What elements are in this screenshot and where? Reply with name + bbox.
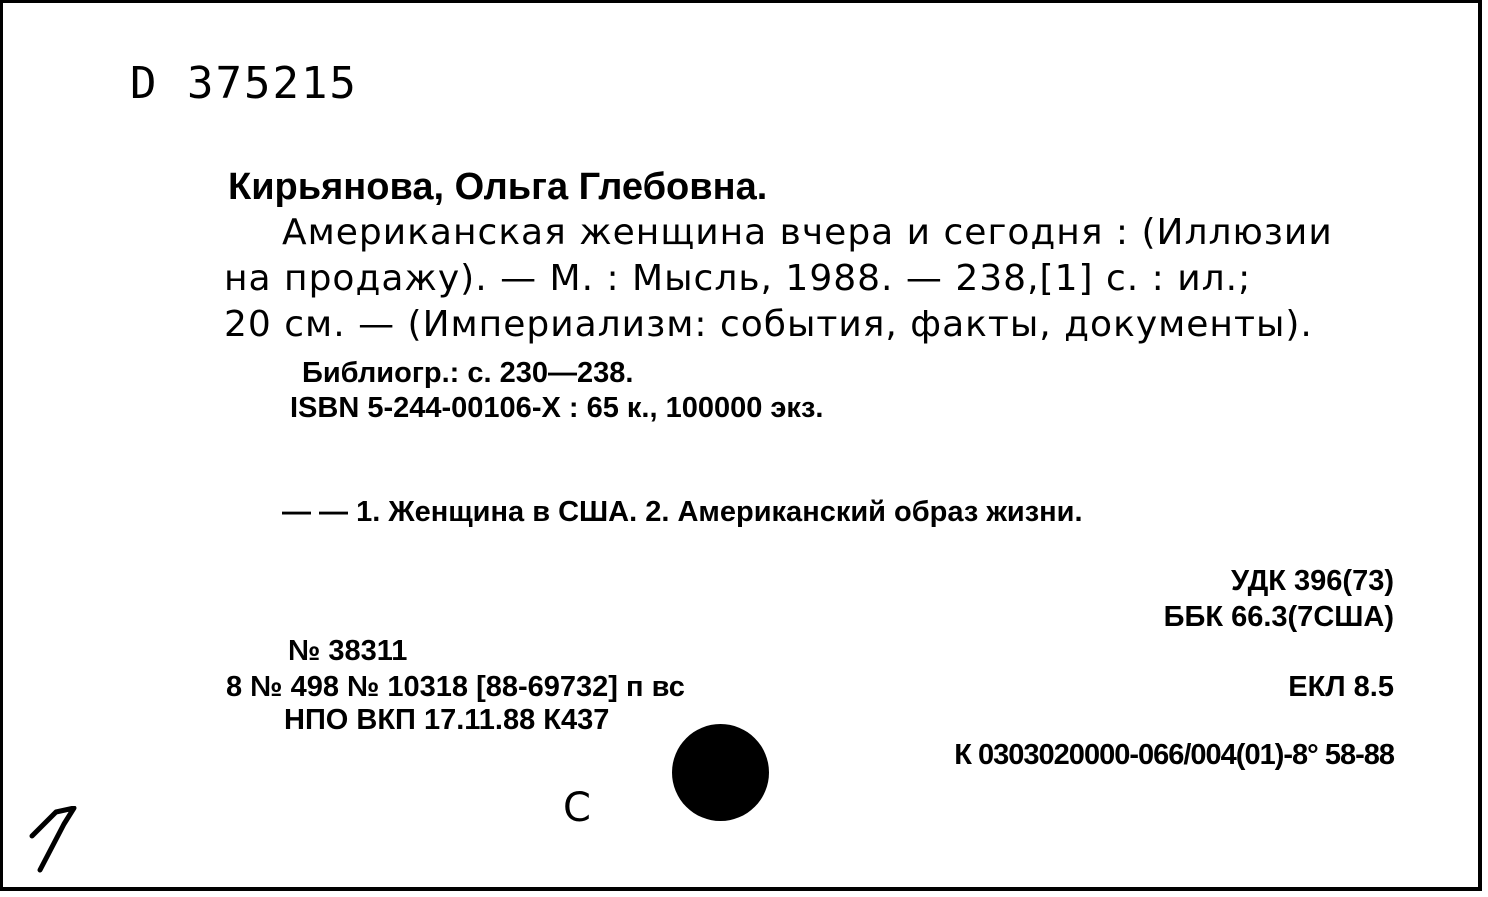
- bibliography-note: Библиогр.: с. 230—238.: [302, 357, 634, 389]
- k-code: К 0303020000-066/004(01)-8° 58-88: [954, 739, 1394, 771]
- publisher-line: НПО ВКП 17.11.88 К437: [284, 704, 610, 736]
- ekl-code: ЕКЛ 8.5: [1288, 671, 1394, 703]
- udk-code: УДК 396(73): [1231, 565, 1394, 597]
- subject-headings: — — 1. Женщина в США. 2. Американский образ жизни.: [282, 496, 1083, 528]
- call-number: D 375215: [130, 58, 358, 109]
- author-heading: Кирьянова, Ольга Глебовна.: [228, 166, 768, 208]
- isbn-line: ISBN 5-244-00106-X : 65 к., 100000 экз.: [290, 392, 824, 424]
- title-line-2: на продажу). — М. : Мысль, 1988. — 238,[1] с. : ил.;: [224, 258, 1252, 299]
- punch-hole: [672, 724, 769, 821]
- handwritten-number-icon: [26, 806, 82, 874]
- copyright-mark: С: [563, 785, 591, 831]
- bbk-code: ББК 66.3(7США): [1163, 601, 1394, 633]
- title-line-3: 20 см. — (Империализм: события, факты, документы).: [224, 304, 1313, 345]
- record-number: № 38311: [288, 635, 408, 667]
- title-line-1: Американская женщина вчера и сегодня : (Иллюзии: [282, 212, 1333, 253]
- order-line: 8 № 498 № 10318 [88-69732] п вс: [226, 671, 685, 703]
